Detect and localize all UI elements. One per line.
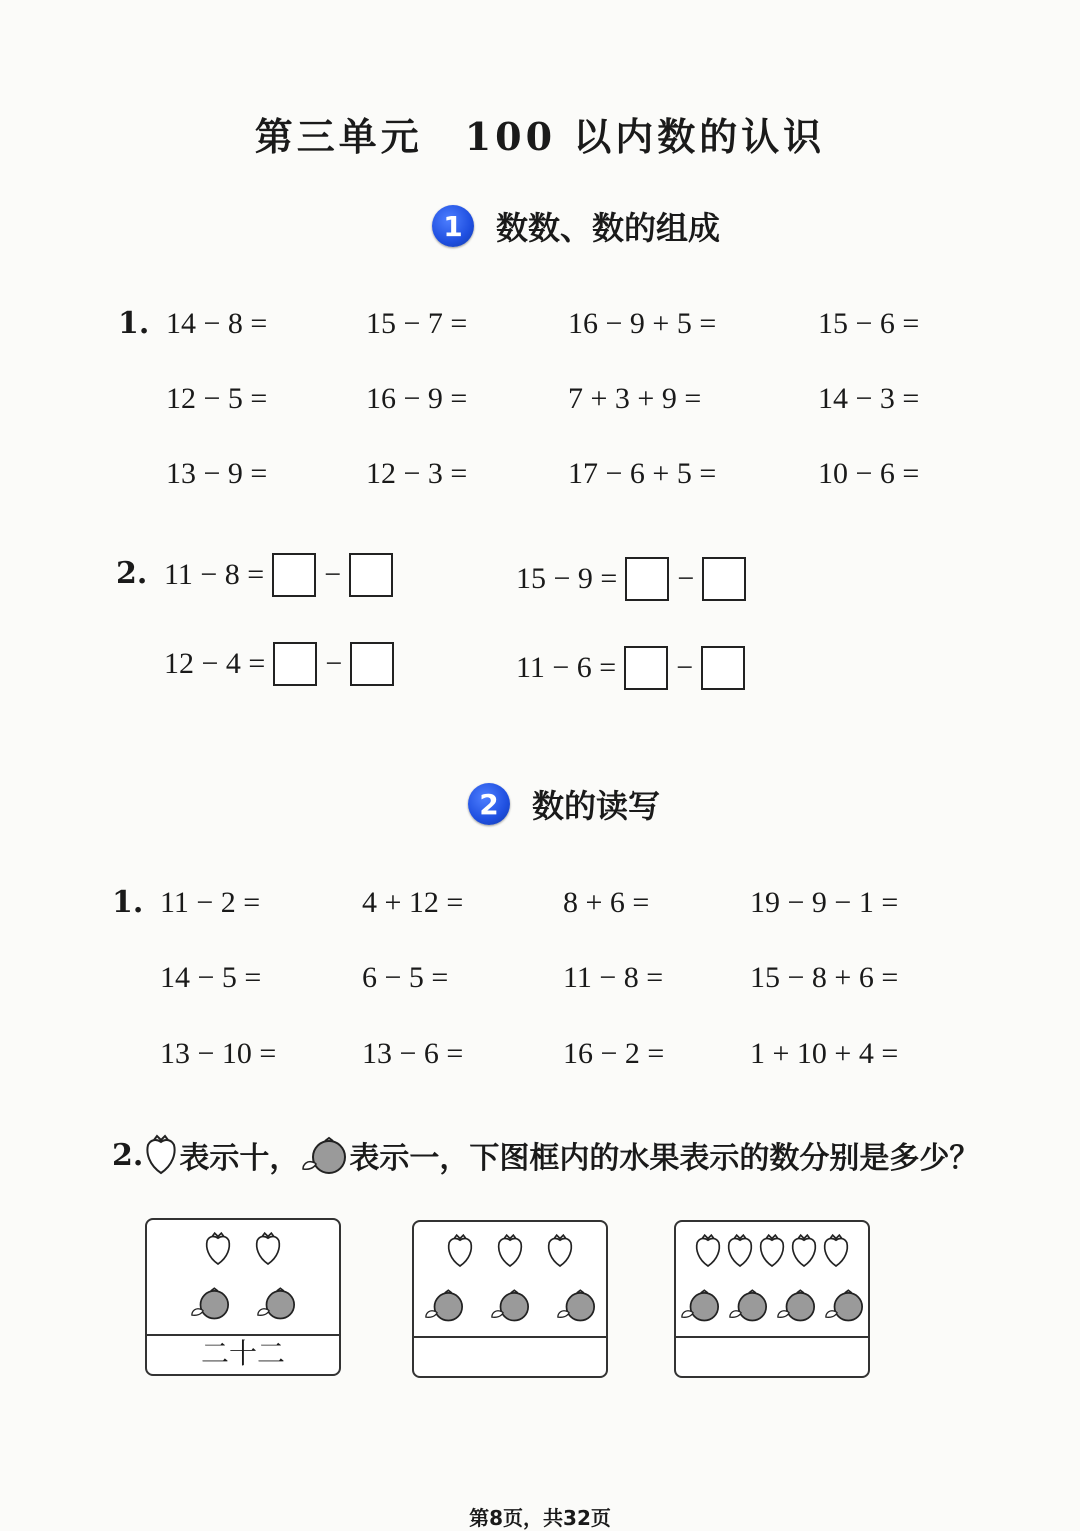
- strawberry-icon: [203, 1230, 233, 1272]
- s1-q1-number: 1.: [118, 306, 150, 341]
- strawberry-icon: [495, 1232, 525, 1274]
- tens-row: [147, 1230, 339, 1272]
- s2-q1-expr-r3c4: 1 + 10 + 4 =: [750, 1037, 899, 1070]
- ones-row: [147, 1284, 339, 1326]
- s1-q2-expr: 15 − 9 =: [516, 562, 618, 595]
- section-2-badge: 2: [468, 783, 510, 825]
- s1-q2-item-2: [516, 557, 746, 601]
- s1-q2-number: 2.: [116, 556, 148, 591]
- minus-sign: −: [324, 558, 342, 591]
- strawberry-icon: [253, 1230, 283, 1272]
- answer-box-ones[interactable]: [702, 557, 746, 601]
- s2-q1-expr-r2c2: 6 − 5 =: [362, 961, 449, 994]
- fruit-box-2: [412, 1220, 608, 1378]
- s1-q2-expr: 11 − 8 =: [164, 558, 265, 591]
- s1-q2-item-4: [516, 646, 745, 690]
- s1-q1-expr-r2c2: 16 − 9 =: [366, 382, 468, 415]
- s1-q2-item-3: [164, 642, 394, 686]
- ones-row: [414, 1286, 606, 1328]
- s1-q1-expr-r1c4: 15 − 6 =: [818, 307, 920, 340]
- s1-q2-item-1: [164, 553, 393, 597]
- minus-sign: −: [676, 651, 694, 684]
- s1-q1-expr-r1c1: 14 − 8 =: [166, 307, 268, 340]
- s2-q2-text-b: 表示一，下图框内的水果表示的数分别是多少？: [349, 1141, 980, 1176]
- section-2-title: 数的读写: [532, 787, 661, 825]
- s2-q2-prompt: [112, 1133, 979, 1177]
- orange-icon: [821, 1286, 867, 1328]
- section-2-header: [468, 781, 660, 827]
- s2-q1-expr-r2c3: 11 − 8 =: [563, 961, 664, 994]
- fruit-box-3: [674, 1220, 870, 1378]
- strawberry-icon: [693, 1232, 723, 1274]
- s2-q1-expr-r1c4: 19 − 9 − 1 =: [750, 886, 899, 919]
- s1-q1-expr-r3c1: 13 − 9 =: [166, 457, 268, 490]
- answer-box-ones[interactable]: [350, 642, 394, 686]
- answer-box-tens[interactable]: [273, 642, 317, 686]
- tens-row: [414, 1232, 606, 1274]
- strawberry-icon: [725, 1232, 755, 1274]
- s1-q1-expr-r2c4: 14 − 3 =: [818, 382, 920, 415]
- strawberry-icon: [821, 1232, 851, 1274]
- s2-q1-expr-r3c1: 13 − 10 =: [160, 1037, 277, 1070]
- s2-q1-expr-r2c1: 14 − 5 =: [160, 961, 262, 994]
- s1-q2-expr: 11 − 6 =: [516, 651, 617, 684]
- s1-q1-expr-r1c2: 15 − 7 =: [366, 307, 468, 340]
- s2-q1-number: 1.: [112, 885, 144, 920]
- s2-q1-expr-r1c1: 11 − 2 =: [160, 886, 261, 919]
- fruit-area: [676, 1222, 868, 1334]
- s1-q1-expr-r3c4: 10 − 6 =: [818, 457, 920, 490]
- orange-icon: [725, 1286, 771, 1328]
- orange-icon: [677, 1286, 723, 1328]
- s1-q1-expr-r2c3: 7 + 3 + 9 =: [568, 382, 702, 415]
- fruit-area: [147, 1220, 339, 1332]
- orange-icon: [187, 1284, 233, 1326]
- answer-field[interactable]: 二十二: [200, 1337, 285, 1370]
- s2-q1-expr-r3c2: 13 − 6 =: [362, 1037, 464, 1070]
- section-1-title: 数数、数的组成: [496, 209, 721, 247]
- answer-box-tens[interactable]: [272, 553, 316, 597]
- orange-icon: [773, 1286, 819, 1328]
- orange-icon: [553, 1286, 599, 1328]
- section-1-header: [432, 203, 720, 249]
- minus-sign: −: [325, 647, 343, 680]
- s1-q2-expr: 12 − 4 =: [164, 647, 266, 680]
- orange-icon: [299, 1133, 349, 1177]
- orange-icon: [421, 1286, 467, 1328]
- page-footer: 第8页，共32页: [469, 1506, 611, 1530]
- s2-q2-text-a: 表示十，: [179, 1141, 300, 1176]
- minus-sign: −: [677, 562, 695, 595]
- answer-field[interactable]: [414, 1338, 606, 1374]
- s2-q1-expr-r1c2: 4 + 12 =: [362, 886, 464, 919]
- ones-row: [676, 1286, 868, 1328]
- s2-q2-number: 2.: [112, 1137, 144, 1173]
- unit-title: 第三单元 100 以内数的认识: [254, 114, 826, 159]
- strawberry-icon: [545, 1232, 575, 1274]
- s2-q1-expr-r2c4: 15 − 8 + 6 =: [750, 961, 899, 994]
- s1-q1-expr-r3c2: 12 − 3 =: [366, 457, 468, 490]
- section-1-badge: 1: [432, 205, 474, 247]
- answer-box-tens[interactable]: [625, 557, 669, 601]
- answer-box-ones[interactable]: [349, 553, 393, 597]
- orange-icon: [487, 1286, 533, 1328]
- strawberry-icon: [789, 1232, 819, 1274]
- s2-q1-expr-r3c3: 16 − 2 =: [563, 1037, 665, 1070]
- orange-icon: [253, 1284, 299, 1326]
- s1-q1-expr-r2c1: 12 − 5 =: [166, 382, 268, 415]
- strawberry-icon: [445, 1232, 475, 1274]
- s1-q1-expr-r1c3: 16 − 9 + 5 =: [568, 307, 717, 340]
- answer-field[interactable]: [676, 1338, 868, 1374]
- tens-row: [676, 1232, 868, 1274]
- strawberry-icon: [143, 1133, 179, 1177]
- s2-q1-expr-r1c3: 8 + 6 =: [563, 886, 650, 919]
- fruit-area: [414, 1222, 606, 1334]
- fruit-box-1: [145, 1218, 341, 1376]
- answer-box-tens[interactable]: [624, 646, 668, 690]
- s1-q1-expr-r3c3: 17 − 6 + 5 =: [568, 457, 717, 490]
- answer-box-ones[interactable]: [701, 646, 745, 690]
- strawberry-icon: [757, 1232, 787, 1274]
